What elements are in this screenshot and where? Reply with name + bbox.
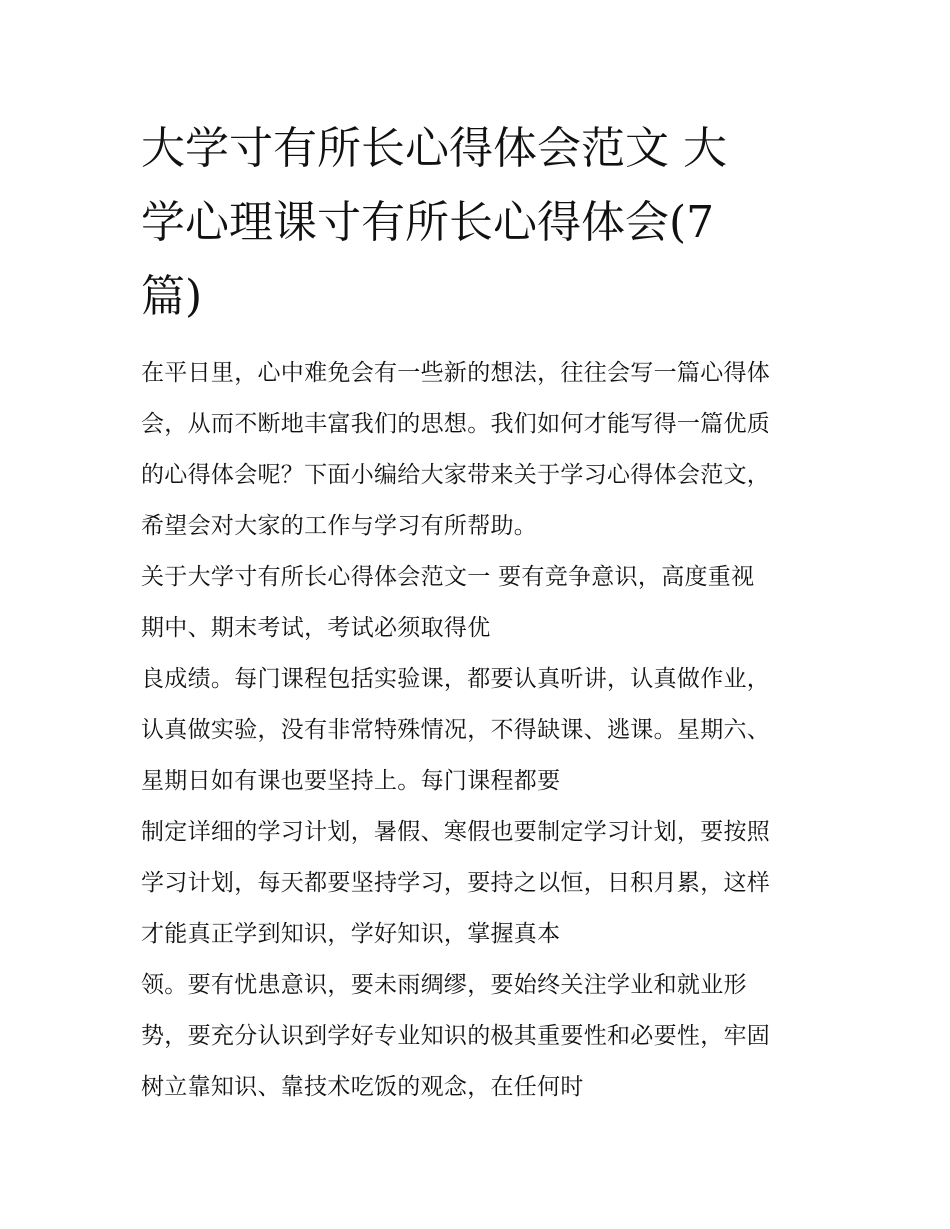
- text-line: 关于大学寸有所长心得体会范文一 要有竞争意识，高度重视: [141, 564, 755, 590]
- text-line: 期中、期末考试，考试必须取得优: [141, 615, 491, 641]
- body-paragraph: [141, 654, 816, 807]
- body-paragraph: [141, 960, 816, 1113]
- body-paragraph: [141, 807, 816, 960]
- text-line: 在平日里，心中难免会有一些新的想法，往往会写一篇心得体: [141, 360, 771, 386]
- body-paragraph: [141, 552, 816, 654]
- text-line: 认真做实验，没有非常特殊情况，不得缺课、逃课。星期六、: [141, 717, 771, 743]
- text-line: 制定详细的学习计划，暑假、寒假也要制定学习计划，要按照: [141, 819, 771, 845]
- title-line: 学心理课寸有所长心得体会(7: [141, 197, 715, 248]
- intro-paragraph: [141, 348, 816, 552]
- text-line: 希望会对大家的工作与学习有所帮助。: [141, 513, 538, 539]
- text-line: 星期日如有课也要坚持上。每门课程都要: [141, 768, 561, 794]
- text-line: 才能真正学到知识，学好知识，掌握真本: [141, 921, 561, 947]
- document-page: [141, 112, 816, 1113]
- text-line: 会，从而不断地丰富我们的思想。我们如何才能写得一篇优质: [141, 411, 771, 437]
- title-line: 大学寸有所长心得体会范文 大: [141, 123, 727, 174]
- text-line: 良成绩。每门课程包括实验课，都要认真听讲，认真做作业，: [141, 666, 771, 692]
- title-line: 篇): [141, 271, 203, 322]
- text-line: 领。要有忧患意识，要未雨绸缪，要始终关注学业和就业形: [141, 972, 747, 998]
- text-line: 学习计划，每天都要坚持学习，要持之以恒，日积月累，这样: [141, 870, 771, 896]
- text-line: 树立靠知识、靠技术吃饭的观念，在任何时: [141, 1074, 584, 1100]
- document-title: [141, 112, 816, 334]
- text-line: 的心得体会呢？下面小编给大家带来关于学习心得体会范文，: [141, 462, 771, 488]
- text-line: 势，要充分认识到学好专业知识的极其重要性和必要性，牢固: [141, 1023, 771, 1049]
